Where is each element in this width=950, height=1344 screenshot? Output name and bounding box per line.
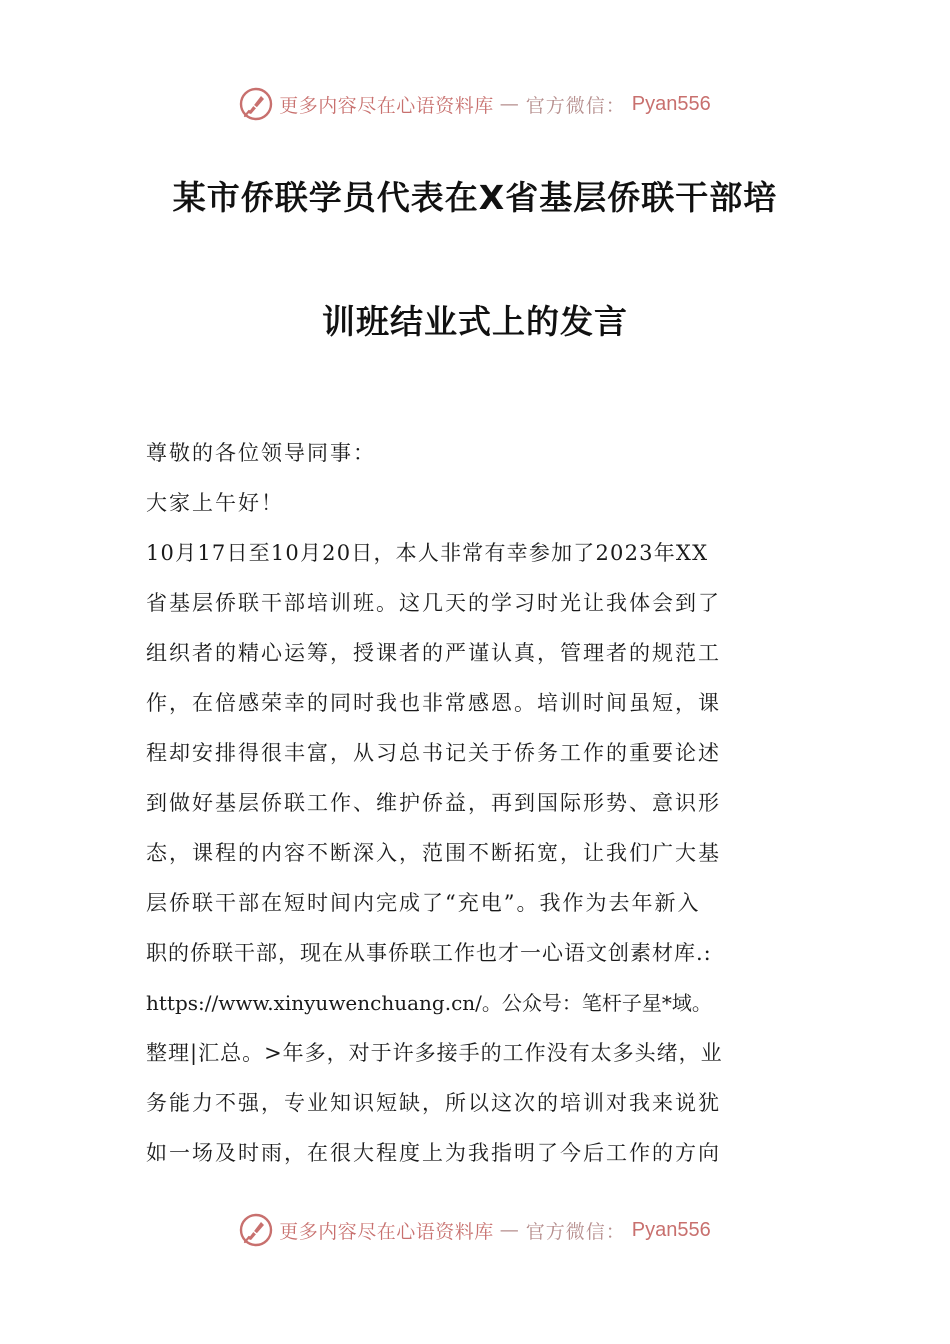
header-watermark-banner [0, 84, 950, 124]
body-line: 作，在倍感荣幸的同时我也非常感恩。培训时间虽短，课 [146, 691, 721, 715]
banner-dash: — [499, 93, 520, 115]
body-line: 如一场及时雨，在很大程度上为我指明了今后工作的方向 [146, 1141, 721, 1165]
quill-pen-logo-icon [239, 1213, 273, 1247]
quill-pen-logo-icon [239, 87, 273, 121]
body-line: https://www.xinyuwenchuang.cn/。公众号：笔杆子星*域。 [146, 991, 712, 1015]
banner-dash: — [499, 1219, 520, 1241]
body-line: 程却安排得很丰富，从习总书记关于侨务工作的重要论述 [146, 741, 721, 765]
body-line: 10月17日至10月20日，本人非常有幸参加了2023年XX [146, 541, 709, 565]
document-title-line-2: 训班结业式上的发言 [322, 302, 628, 341]
body-line: 层侨联干部在短时间内完成了“充电”。我作为去年新入 [146, 891, 701, 915]
body-line: 职的侨联干部，现在从事侨联工作也才一心语文创素材库.: [146, 941, 712, 965]
banner-text: 更多内容尽在心语资料库 [279, 1220, 494, 1243]
document-body [146, 428, 814, 1178]
body-line: 组织者的精心运筹，授课者的严谨认真，管理者的规范工 [146, 641, 721, 665]
body-line: 务能力不强，专业知识短缺，所以这次的培训对我来说犹 [146, 1091, 721, 1115]
banner-wechat-label: 官方微信： [525, 94, 626, 117]
body-line: 尊敬的各位领导同事： [146, 441, 376, 465]
body-line: 到做好基层侨联工作、维护侨益，再到国际形势、意识形 [146, 791, 721, 815]
body-line: 大家上午好！ [146, 491, 284, 515]
body-line: 整理|汇总。>年多，对于许多接手的工作没有太多头绪，业 [146, 1041, 723, 1065]
body-line: 省基层侨联干部培训班。这几天的学习时光让我体会到了 [146, 591, 721, 615]
banner-wechat-label: 官方微信： [525, 1220, 626, 1243]
banner-text: 更多内容尽在心语资料库 [279, 94, 494, 117]
banner-wechat-id: Pyan556 [631, 1218, 711, 1241]
body-line: 态，课程的内容不断深入，范围不断拓宽，让我们广大基 [146, 841, 721, 865]
footer-watermark-banner [0, 1210, 950, 1250]
document-title-line-1: 某市侨联学员代表在X省基层侨联干部培 [172, 178, 778, 217]
banner-wechat-id: Pyan556 [631, 92, 711, 115]
